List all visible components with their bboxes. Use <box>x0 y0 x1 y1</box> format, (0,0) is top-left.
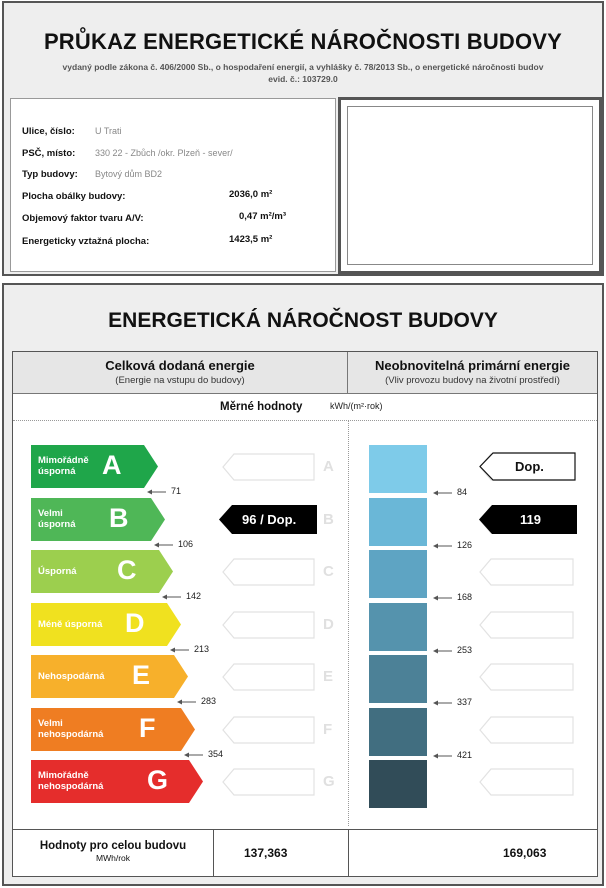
reference-area-label: Energeticky vztažná plocha: <box>22 236 150 247</box>
class-g-label <box>38 770 103 792</box>
primary-class-f-limit-arrow <box>433 752 453 760</box>
class-a-label-line1: Mimořádně <box>38 455 89 466</box>
shape-factor-label: Objemový faktor tvaru A/V: <box>22 213 144 224</box>
class-d-letter: D <box>125 607 145 638</box>
total-delivered-energy: 137,363 <box>244 846 288 860</box>
class-b-letter: B <box>109 502 129 533</box>
envelope-value: 2036,0 m² <box>229 189 273 200</box>
certificate-header <box>2 1 604 276</box>
class-e-letter: E <box>132 660 151 690</box>
class-a-ghost-letter: A <box>323 458 334 475</box>
primary-class-c-placeholder <box>479 558 575 586</box>
class-a-limit: 71 <box>171 486 182 496</box>
class-f-limit-arrow-head <box>184 752 189 757</box>
class-g-label-line1: Mimořádně <box>38 770 89 781</box>
primary-class-b-limit: 126 <box>457 539 473 550</box>
class-e-limit-arrow <box>177 698 197 706</box>
class-e-label-line1: Nehospodárná <box>38 671 105 682</box>
class-b-limit-arrow <box>154 541 174 549</box>
primary-class-e-limit: 337 <box>457 697 473 707</box>
legal-reference: vydaný podle zákona č. 406/2000 Sb., o hospodaření energií, a vyhlášky č. 78/2013 Sb., o energetické náročnosti budov <box>62 62 544 72</box>
building-totals-row <box>13 829 597 877</box>
class-b-label-line1: Velmi <box>38 507 63 519</box>
zip-value: 330 22 - Zbůch /okr. Plzeň - sever/ <box>95 148 233 158</box>
primary-class-e-block <box>369 655 427 703</box>
class-a-label <box>38 455 89 477</box>
energy-performance-section <box>2 283 604 886</box>
shape-factor-value: 0,47 m²/m³ <box>239 211 286 222</box>
street-value: U Trati <box>95 126 122 136</box>
delivered-energy-title: Celková dodaná energie <box>105 358 255 373</box>
class-e-label <box>38 671 105 682</box>
units-label: kWh/(m²·rok) <box>330 401 383 411</box>
class-f-limit-arrow <box>184 751 204 759</box>
primary-class-g-block <box>369 760 427 808</box>
class-c-label <box>38 566 77 577</box>
primary-class-a-limit-arrow <box>433 489 453 497</box>
class-d-limit-arrow-head <box>170 647 175 652</box>
primary-class-c-limit: 168 <box>457 592 473 602</box>
energy-grid <box>12 351 598 877</box>
class-d-limit-arrow <box>170 646 190 654</box>
units-row <box>13 394 597 421</box>
type-label: Typ budovy: <box>22 169 78 180</box>
class-f-placeholder <box>222 716 316 744</box>
class-b-limit-arrow-head <box>154 542 159 547</box>
class-d-placeholder <box>222 611 316 639</box>
primary-class-a-block <box>369 445 427 493</box>
totals-unit: MWh/rok <box>96 853 130 863</box>
street-label: Ulice, číslo: <box>22 126 75 137</box>
class-d-placeholder-shape <box>223 612 314 638</box>
section-title: ENERGETICKÁ NÁROČNOST BUDOVY <box>108 309 498 332</box>
delivered-energy-subtitle: (Energie na vstupu do budovy) <box>115 375 245 386</box>
primary-energy-title: Neobnovitelná primární energie <box>374 358 571 373</box>
class-e-placeholder-shape <box>223 664 314 690</box>
primary-class-a-limit-arrow-head <box>433 491 438 496</box>
primary-class-b-limit-arrow <box>433 542 453 550</box>
class-a-letter: A <box>102 450 122 480</box>
class-e-limit: 283 <box>201 696 217 706</box>
primary-class-a-limit: 84 <box>457 487 468 497</box>
reference-area-value: 1423,5 m² <box>229 234 273 245</box>
class-g-ghost-letter: G <box>323 773 335 790</box>
primary-class-f-placeholder-shape <box>480 717 573 743</box>
class-f-placeholder-shape <box>223 717 314 743</box>
delivered-energy-header <box>13 352 348 394</box>
primary-class-d-placeholder <box>479 611 575 639</box>
class-a-limit-arrow <box>147 488 167 496</box>
class-b-label-line2: úsporná <box>38 518 76 530</box>
class-e-limit-arrow-head <box>177 700 182 705</box>
primary-class-b-block <box>369 498 427 546</box>
primary-class-c-limit-arrow <box>433 594 453 602</box>
delivered-energy-marker-text: 96 / Dop. <box>242 511 297 527</box>
class-f-letter: F <box>139 712 156 743</box>
primary-class-e-placeholder-shape <box>480 664 573 690</box>
class-d-limit: 213 <box>194 643 210 654</box>
class-b-ghost-letter: B <box>323 510 334 528</box>
building-totals-label <box>13 830 214 877</box>
class-c-letter: C <box>117 555 137 585</box>
primary-class-e-limit-arrow-head <box>433 701 438 706</box>
primary-class-f-block <box>369 708 427 756</box>
primary-class-c-block <box>369 550 427 598</box>
class-f-label-line1: Velmi <box>38 717 63 729</box>
primary-energy-subtitle: (Vliv provozu budovy na životní prostředí) <box>385 375 560 386</box>
primary-class-e-limit-arrow <box>433 699 453 707</box>
certificate-subtitle <box>4 61 602 85</box>
class-a-placeholder <box>222 453 316 481</box>
primary-class-d-limit: 253 <box>457 644 473 655</box>
class-g-placeholder <box>222 768 316 796</box>
class-a-placeholder-shape <box>223 454 314 480</box>
units-title: Měrné hodnoty <box>220 401 303 413</box>
class-e-ghost-letter: E <box>323 668 334 685</box>
class-f-label <box>38 718 103 740</box>
primary-class-d-block <box>369 603 427 651</box>
class-e-placeholder <box>222 663 316 691</box>
class-c-placeholder <box>222 558 316 586</box>
primary-dop-marker-text: Dop. <box>515 459 544 474</box>
type-value: Bytový dům BD2 <box>95 169 163 179</box>
class-f-label-line2: nehospodárná <box>38 728 104 740</box>
primary-class-g-placeholder <box>479 768 575 796</box>
class-c-limit-arrow <box>162 593 182 601</box>
primary-class-f-limit: 421 <box>457 749 473 760</box>
primary-class-c-placeholder-shape <box>480 559 573 585</box>
primary-class-f-limit-arrow-head <box>433 753 438 758</box>
primary-class-e-placeholder <box>479 663 575 691</box>
class-a-limit-arrow-head <box>147 490 152 495</box>
evidence-number: evid. č.: 103729.0 <box>268 74 338 84</box>
class-c-limit-arrow-head <box>162 595 167 600</box>
primary-class-g-placeholder-shape <box>480 769 573 795</box>
class-b-limit: 106 <box>178 538 194 549</box>
primary-class-d-placeholder-shape <box>480 612 573 638</box>
class-d-label <box>38 619 102 630</box>
class-c-limit: 142 <box>186 591 202 601</box>
totals-title: Hodnoty pro celou budovu <box>39 840 187 852</box>
class-c-label-line1: Úsporná <box>38 566 77 577</box>
primary-class-d-limit-arrow <box>433 647 453 655</box>
class-g-placeholder-shape <box>223 769 314 795</box>
primary-class-c-limit-arrow-head <box>433 596 438 601</box>
building-photo-frame <box>338 97 602 274</box>
class-a-label-line2: úsporná <box>38 466 76 477</box>
class-c-ghost-letter: C <box>323 563 334 580</box>
class-g-label-line2: nehospodárná <box>38 781 104 792</box>
class-f-limit: 354 <box>208 748 224 759</box>
class-g-letter: G <box>147 765 169 795</box>
class-c-placeholder-shape <box>223 559 314 585</box>
class-d-label-line1: Méně úsporná <box>38 618 103 630</box>
envelope-label: Plocha obálky budovy: <box>22 191 126 202</box>
certificate-title: PRŮKAZ ENERGETICKÉ NÁROČNOSTI BUDOVY <box>43 29 563 54</box>
zip-label: PSČ, místo: <box>22 148 76 159</box>
building-photo-placeholder <box>347 106 593 265</box>
total-primary-energy: 169,063 <box>503 846 547 860</box>
primary-class-f-placeholder <box>479 716 575 744</box>
primary-energy-header <box>348 352 597 394</box>
primary-value-marker-text: 119 <box>520 511 541 527</box>
class-b-label <box>38 508 75 530</box>
column-divider <box>348 420 349 826</box>
class-d-ghost-letter: D <box>323 615 334 633</box>
building-info <box>10 98 336 272</box>
primary-class-d-limit-arrow-head <box>433 648 438 653</box>
class-f-ghost-letter: F <box>323 720 333 738</box>
primary-class-b-limit-arrow-head <box>433 543 438 548</box>
